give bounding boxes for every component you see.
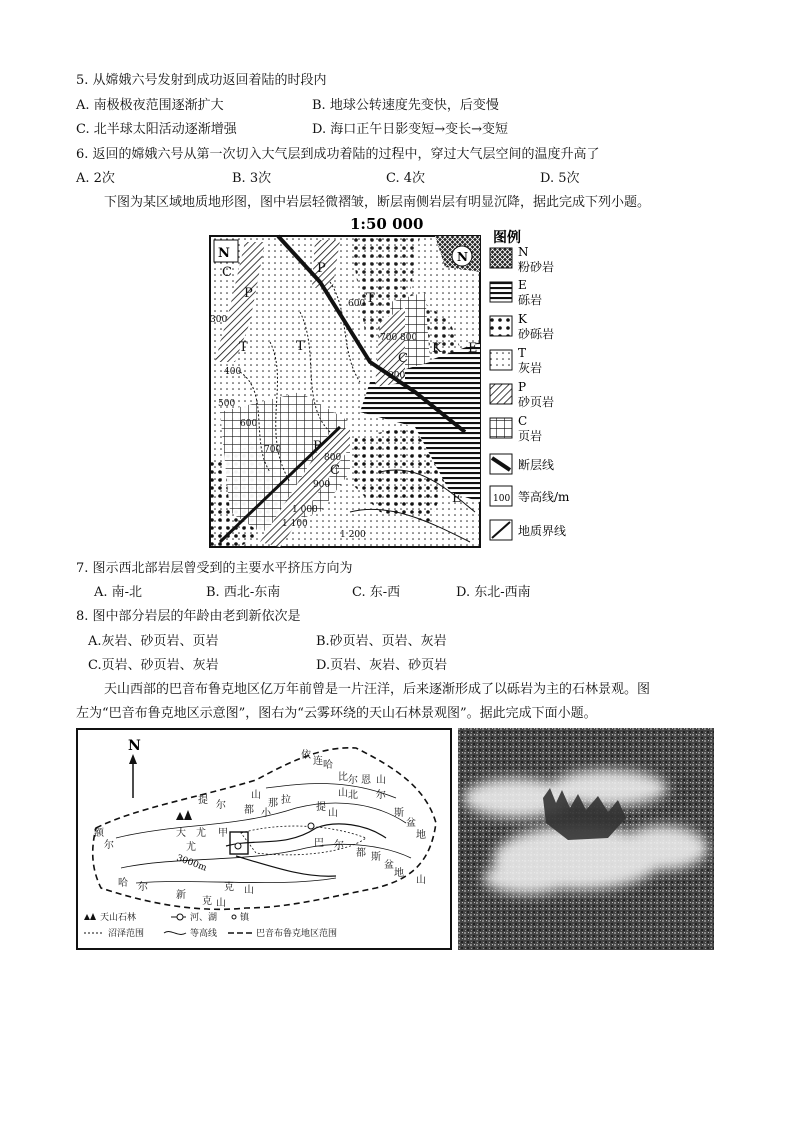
map-label: C <box>330 463 340 478</box>
place-label: 依 <box>301 750 311 761</box>
intro-geology: 下图为某区域地质地形图，图中岩层轻微褶皱，断层南侧岩层有明显沉降，据此完成下列小题。 <box>104 195 651 210</box>
contour-label: 300 <box>210 315 228 325</box>
map-label: T <box>296 339 305 354</box>
legend-town: 镇 <box>240 913 250 923</box>
legend-marsh: 沼泽范围 <box>108 929 145 939</box>
place-label: 尤 <box>186 842 196 853</box>
map-label: T <box>366 291 375 306</box>
place-label: 克 <box>202 896 212 907</box>
legend-contour: 等高线/m <box>518 490 570 504</box>
place-label: 额 <box>94 828 104 839</box>
legend-town-icon <box>232 915 236 919</box>
place-label: 斯 <box>394 808 404 819</box>
map-legend <box>490 229 570 540</box>
q6-option-d: D. 5次 <box>540 171 580 186</box>
contour-label: 600 <box>240 419 258 429</box>
q8-stem: 8. 图中部分岩层的年龄由老到新依次是 <box>76 609 301 624</box>
legend-name: 砂砾岩 <box>518 327 555 341</box>
contour-label: 800 <box>324 453 342 463</box>
north-arrow-label: N <box>128 738 141 754</box>
q6-option-b: B. 3次 <box>232 171 272 186</box>
elevation-label: 3000m <box>174 853 208 874</box>
contour-label: 500 <box>218 399 236 409</box>
place-label: 盆 <box>384 860 394 871</box>
place-label: 提 <box>316 802 326 813</box>
intro-tianshan-line2: 左为“巴音布鲁克地区示意图”，图右为“云雾环绕的天山石林景观图”。据此完成下面小题。 <box>76 706 597 721</box>
legend-contour-line: 等高线 <box>190 929 218 939</box>
q5-stem: 5. 从嫦娥六号发射到成功返回着陆的时段内 <box>76 73 327 88</box>
place-label: 都 <box>244 805 254 816</box>
place-label: 哈 <box>323 760 333 771</box>
place-label: 山 <box>328 808 338 819</box>
map-body <box>210 236 480 547</box>
place-label: 斯 <box>371 852 381 863</box>
q8-option-b: B.砂页岩、页岩、灰岩 <box>316 634 447 649</box>
place-label: 地 <box>394 868 404 879</box>
map-label: P <box>244 286 253 301</box>
place-label: 尔 <box>216 800 226 811</box>
q8-option-d: D.页岩、灰岩、砂页岩 <box>316 658 448 673</box>
contour-label: 700 <box>380 333 398 343</box>
legend-fault: 断层线 <box>518 458 555 472</box>
place-label: 新 <box>176 890 186 901</box>
legend-boundary: 地质界线 <box>518 524 567 538</box>
place-label: 盆 <box>406 818 416 829</box>
place-label: 小 <box>261 808 271 819</box>
legend-name: 页岩 <box>518 429 543 443</box>
place-label: 山 <box>416 875 426 886</box>
contour-label: 900 <box>388 371 406 381</box>
legend-code: P <box>518 380 527 394</box>
q8-option-c: C.页岩、砂页岩、灰岩 <box>88 658 219 673</box>
legend-code: N <box>518 245 529 259</box>
place-label: 比 <box>338 772 348 783</box>
q6-option-c: C. 4次 <box>386 171 426 186</box>
place-label: 克 <box>224 882 234 893</box>
q8-option-a: A.灰岩、砂页岩、页岩 <box>88 634 219 649</box>
map-label: P <box>313 439 322 454</box>
place-label: 山 <box>376 775 386 786</box>
contour-label: 800 <box>400 333 418 343</box>
map-scale: 1:50 000 <box>350 215 424 233</box>
place-label: 山 <box>216 898 226 909</box>
map-label: C <box>222 265 232 280</box>
legend-code: T <box>518 346 527 360</box>
place-label: 都 <box>356 848 366 859</box>
legend-contour-sample: 100 <box>493 494 511 504</box>
place-label: 恩 <box>361 775 371 786</box>
q5-option-c: C. 北半球太阳活动逐渐增强 <box>76 122 237 137</box>
legend-river-icon <box>177 914 183 920</box>
place-label: 甲 <box>218 828 228 839</box>
q7-option-a: A. 南-北 <box>94 585 143 600</box>
north-indicator-left: N <box>218 246 230 261</box>
stone-forest-photo <box>458 728 714 950</box>
place-label: 尤 <box>196 828 206 839</box>
contour-label: 600 <box>348 299 366 309</box>
place-label: 巴 <box>314 838 324 849</box>
place-label: 尔 <box>104 840 114 851</box>
place-label: 连 <box>313 756 323 767</box>
q5-option-d: D. 海口正午日影变短→变长→变短 <box>312 122 509 137</box>
map-label: T <box>239 340 248 355</box>
legend-name: 灰岩 <box>518 361 543 375</box>
map-label: E <box>452 491 462 506</box>
q7-option-d: D. 东北-西南 <box>456 585 531 600</box>
place-label: 山 <box>338 788 348 799</box>
place-label: 哈 <box>118 878 128 889</box>
place-label: 北 <box>348 790 358 801</box>
legend-code: E <box>518 278 527 292</box>
place-label: 大 <box>176 828 186 839</box>
place-label: 尔 <box>334 840 344 851</box>
place-label: 那 <box>268 798 278 809</box>
legend-name: 砾岩 <box>518 293 543 307</box>
geologic-map-figure <box>200 212 580 552</box>
legend-name: 粉砂岩 <box>518 260 555 274</box>
q5-option-a: A. 南极极夜范围逐渐扩大 <box>76 98 224 113</box>
q6-option-a: A. 2次 <box>76 171 115 186</box>
place-label: 地 <box>416 830 426 841</box>
contour-label: 1 100 <box>282 519 308 529</box>
place-label: 山 <box>251 790 261 801</box>
legend-name: 砂页岩 <box>518 395 555 409</box>
legend-title: 图例 <box>493 230 521 246</box>
legend-code: C <box>518 414 528 428</box>
q7-option-c: C. 东-西 <box>352 585 401 600</box>
q5-option-b: B. 地球公转速度先变快，后变慢 <box>312 98 499 113</box>
place-label: 拉 <box>281 795 291 806</box>
contour-label: 400 <box>224 367 242 377</box>
q7-stem: 7. 图示西北部岩层曾受到的主要水平挤压方向为 <box>76 561 353 576</box>
map-label: P <box>317 261 326 276</box>
north-indicator-right: N <box>457 250 468 264</box>
place-label: 山 <box>244 885 254 896</box>
legend-river-lake: 河、湖 <box>190 913 218 923</box>
contour-label: 900 <box>313 480 331 490</box>
legend-stone-forest: 天山石林 <box>100 913 137 923</box>
map-label: E <box>468 341 478 356</box>
legend-region-boundary: 巴音布鲁克地区范围 <box>256 929 338 939</box>
map-label: C <box>398 351 408 366</box>
contour-label: 1 000 <box>292 505 318 515</box>
intro-tianshan-line1: 天山西部的巴音布鲁克地区亿万年前曾是一片汪洋，后来逐渐形成了以砾岩为主的石林景观。图 <box>104 682 651 697</box>
place-label: 尔 <box>138 882 148 893</box>
map-label: K <box>432 341 442 356</box>
contour-label: 1 200 <box>340 530 366 540</box>
place-label: 尔 <box>376 790 386 801</box>
place-label: 尔 <box>348 775 358 786</box>
q6-stem: 6. 返回的嫦娥六号从第一次切入大气层到成功着陆的过程中，穿过大气层空间的温度升高了 <box>76 147 600 162</box>
contour-label: 700 <box>264 445 282 455</box>
q7-option-b: B. 西北-东南 <box>206 585 281 600</box>
bayinbuluke-map <box>76 728 452 950</box>
place-label: 提 <box>198 795 208 806</box>
legend-code: K <box>518 312 527 326</box>
